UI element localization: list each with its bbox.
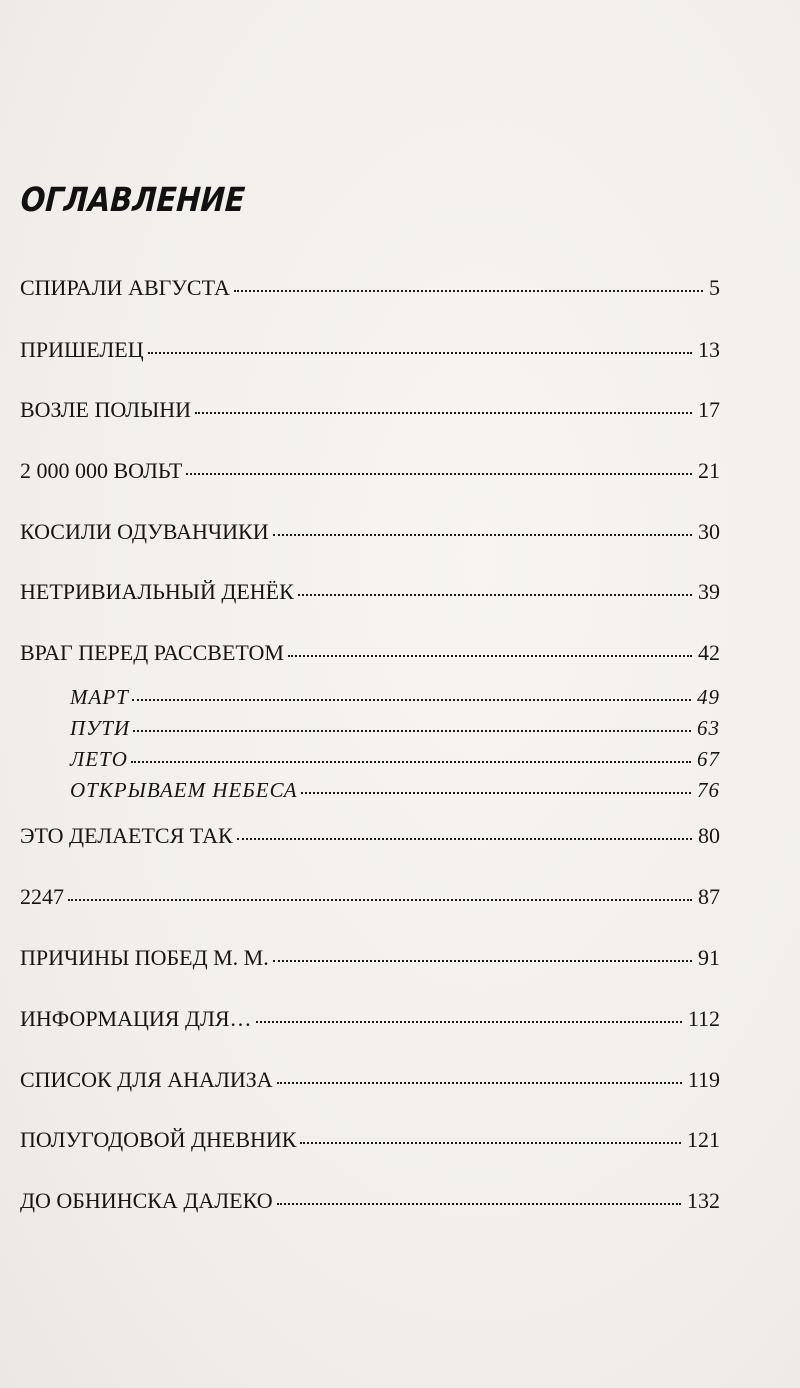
toc-entry[interactable] bbox=[20, 944, 720, 972]
toc-subentry-title: ПУТИ bbox=[70, 716, 131, 740]
toc-entry-title: 2247 bbox=[20, 884, 64, 909]
toc-entry-title: ПОЛУГОДОВОЙ ДНЕВНИК bbox=[20, 1127, 297, 1152]
toc-entry-title: ВРАГ ПЕРЕД РАССВЕТОМ bbox=[20, 640, 284, 665]
toc-entry[interactable] bbox=[20, 396, 720, 424]
dot-leader bbox=[300, 1142, 681, 1144]
toc-entry[interactable] bbox=[20, 1187, 720, 1215]
dot-leader bbox=[186, 473, 692, 475]
dot-leader bbox=[131, 761, 691, 763]
dot-leader bbox=[68, 899, 692, 901]
toc-entry[interactable] bbox=[20, 639, 720, 667]
dot-leader bbox=[277, 1082, 682, 1084]
dot-leader bbox=[298, 594, 692, 596]
dot-leader bbox=[301, 792, 691, 794]
toc-entry-page: 30 bbox=[698, 519, 720, 544]
dot-leader bbox=[148, 352, 692, 354]
toc-entry-page: 39 bbox=[698, 579, 720, 604]
toc-entry[interactable] bbox=[20, 336, 720, 364]
toc-subentry-page: 76 bbox=[697, 778, 720, 802]
toc-entry-title: НЕТРИВИАЛЬНЫЙ ДЕНЁК bbox=[20, 579, 294, 604]
toc-entry[interactable] bbox=[20, 883, 720, 911]
toc-entry-page: 132 bbox=[687, 1188, 720, 1213]
toc-entry-title: ДО ОБНИНСКА ДАЛЕКО bbox=[20, 1188, 273, 1213]
toc-entry-page: 42 bbox=[698, 640, 720, 665]
toc-entry-page: 13 bbox=[698, 337, 720, 362]
toc-subentry-page: 49 bbox=[697, 685, 720, 709]
toc-entry-title: СПИСОК ДЛЯ АНАЛИЗА bbox=[20, 1067, 273, 1092]
dot-leader bbox=[277, 1203, 681, 1205]
toc-entry-title: ПРИЧИНЫ ПОБЕД М. М. bbox=[20, 945, 269, 970]
toc-subentry-title: ЛЕТО bbox=[70, 747, 128, 771]
toc-entry[interactable] bbox=[20, 1005, 720, 1033]
toc-entry-page: 91 bbox=[698, 945, 720, 970]
toc-subentry-title: МАРТ bbox=[70, 685, 129, 709]
toc-subentry[interactable] bbox=[70, 776, 720, 804]
toc-subentry[interactable] bbox=[70, 683, 720, 711]
toc-entry[interactable] bbox=[20, 822, 720, 850]
dot-leader bbox=[256, 1021, 682, 1023]
toc-entry[interactable] bbox=[20, 1126, 720, 1154]
toc-entry-page: 5 bbox=[709, 275, 720, 300]
toc-entry[interactable] bbox=[20, 518, 720, 546]
toc-entry-page: 112 bbox=[687, 1006, 720, 1031]
dot-leader bbox=[133, 730, 691, 732]
toc-entry[interactable] bbox=[20, 578, 720, 606]
toc-entry-title: ИНФОРМАЦИЯ ДЛЯ… bbox=[20, 1006, 252, 1031]
toc-entry-page: 87 bbox=[698, 884, 720, 909]
toc-entry[interactable] bbox=[20, 457, 720, 485]
toc-entry-title: СПИРАЛИ АВГУСТА bbox=[20, 275, 230, 300]
toc-entry-title: КОСИЛИ ОДУВАНЧИКИ bbox=[20, 519, 269, 544]
toc-entry-page: 80 bbox=[698, 823, 720, 848]
toc-entry-page: 119 bbox=[687, 1067, 720, 1092]
toc-entry-title: ВОЗЛЕ ПОЛЫНИ bbox=[20, 397, 192, 422]
toc-subentry-title: ОТКРЫВАЕМ НЕБЕСА bbox=[70, 778, 298, 802]
toc-subentry-page: 63 bbox=[697, 716, 720, 740]
dot-leader bbox=[273, 534, 692, 536]
toc-entry-title: 2 000 000 ВОЛЬТ bbox=[20, 458, 183, 483]
toc-entry-title: ЭТО ДЕЛАЕТСЯ ТАК bbox=[20, 823, 233, 848]
toc-entry-page: 17 bbox=[698, 397, 720, 422]
toc-subentry[interactable] bbox=[70, 714, 720, 742]
toc-subentry[interactable] bbox=[70, 745, 720, 773]
toc-entry[interactable] bbox=[20, 1066, 720, 1094]
toc-heading: ОГЛАВЛЕНИЕ bbox=[19, 180, 247, 220]
dot-leader bbox=[288, 655, 692, 657]
dot-leader bbox=[234, 290, 703, 292]
dot-leader bbox=[237, 838, 692, 840]
toc-entry-title: ПРИШЕЛЕЦ bbox=[20, 337, 144, 362]
dot-leader bbox=[132, 699, 691, 701]
toc-entry-page: 121 bbox=[687, 1127, 720, 1152]
dot-leader bbox=[273, 960, 692, 962]
toc-subentry-page: 67 bbox=[697, 747, 720, 771]
toc-entry[interactable] bbox=[20, 274, 720, 302]
toc-entry-page: 21 bbox=[698, 458, 720, 483]
dot-leader bbox=[195, 412, 692, 414]
